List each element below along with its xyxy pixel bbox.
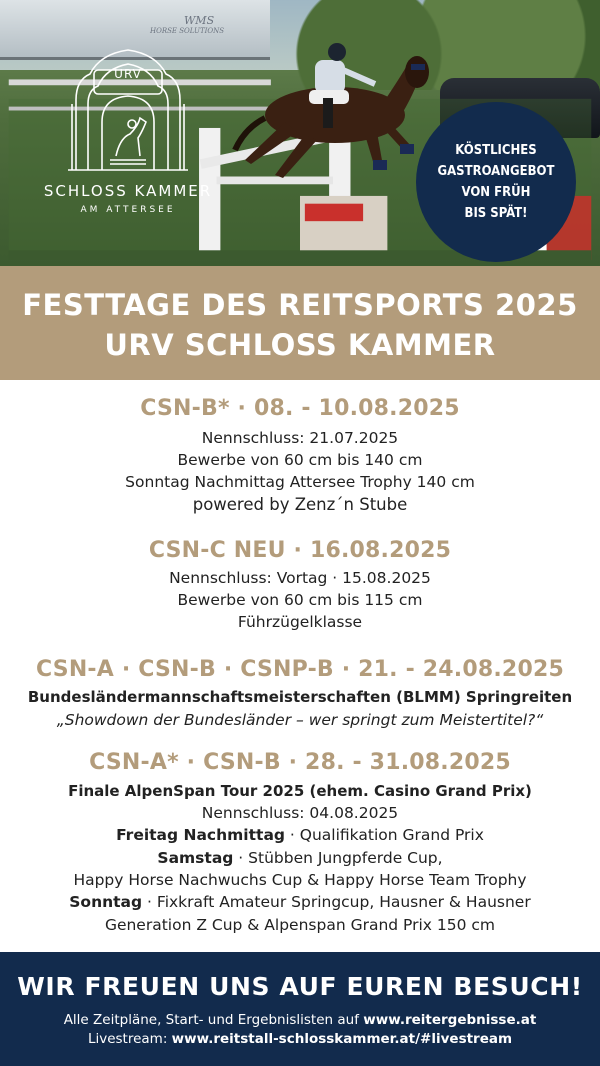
footer-livestream-line [0, 1031, 600, 1047]
event-3-line-1: Bundesländermannschaftsmeisterschaften (BLMM) Springreiten [27, 688, 573, 706]
logo-sub-text: AM ATTERSEE [80, 205, 176, 215]
schedule-text: · Qualifikation Grand Prix [285, 826, 484, 844]
event-1-line-2: Bewerbe von 60 cm bis 140 cm [177, 451, 423, 469]
footer-results-label: Alle Zeitpläne, Start- und Ergebnislisten auf [63, 1012, 364, 1028]
schedule-text: · Fixkraft Amateur Springcup, Hausner & Hausner [142, 893, 531, 911]
logo-urv-text: URV [114, 67, 142, 81]
footer-livestream-label: Livestream: [87, 1031, 172, 1047]
event-4-deadline: Nennschluss: 04.08.2025 [201, 804, 399, 822]
event-2-heading: CSN-C NEU · 16.08.2025 [148, 538, 452, 563]
event-2-line-2: Bewerbe von 60 cm bis 115 cm [177, 591, 423, 609]
footer-results-line [0, 1012, 600, 1028]
event-2-line-3: Führzügelklasse [237, 613, 363, 631]
schedule-day: Samstag [157, 849, 234, 867]
event-4-subtitle: Finale AlpenSpan Tour 2025 (ehem. Casino Grand Prix) [68, 782, 532, 800]
schedule-day: Sonntag [69, 893, 143, 911]
schedule-text: Generation Z Cup & Alpenspan Grand Prix 150 cm [104, 916, 496, 934]
truck-text-2: HORSE SOLUTIONS [150, 27, 225, 35]
event-3-heading: CSN-A · CSN-B · CSNP-B · 21. - 24.08.2025 [36, 657, 564, 682]
schedule-day: Freitag Nachmittag [116, 826, 285, 844]
gastro-badge [416, 102, 576, 262]
title-band [0, 266, 600, 380]
event-1-line-1: Nennschluss: 21.07.2025 [201, 429, 399, 447]
results-link[interactable]: www.reitergebnisse.at [363, 1012, 537, 1028]
horse-and-rider [205, 40, 435, 190]
footer [0, 952, 600, 1066]
event-4-heading: CSN-A* · CSN-B · 28. - 31.08.2025 [89, 750, 511, 775]
badge-line-2: GASTROANGEBOT [437, 164, 555, 179]
truck-text-1: WMS [184, 14, 215, 27]
livestream-link[interactable]: www.reitstall-schlosskammer.at/#livestream [171, 1031, 513, 1047]
castle-gate-horse-logo-icon [28, 40, 228, 180]
event-4-schedule-3 [0, 870, 600, 890]
badge-line-4: BIS SPÄT! [464, 206, 528, 221]
footer-title: WIR FREUEN UNS AUF EUREN BESUCH! [17, 972, 583, 1001]
event-1-heading: CSN-B* · 08. - 10.08.2025 [140, 396, 460, 421]
event-1-line-4: powered by Zenz´n Stube [192, 495, 408, 514]
schedule-text: Happy Horse Nachwuchs Cup & Happy Horse Team Trophy [73, 871, 527, 889]
event-2-line-1: Nennschluss: Vortag · 15.08.2025 [169, 569, 431, 587]
badge-line-3: VON FRÜH [461, 185, 531, 200]
event-title: FESTTAGE DES REITSPORTS 2025 [22, 288, 578, 322]
logo-brand-text: SCHLOSS KAMMER [43, 182, 213, 200]
event-4-schedule-1 [0, 825, 600, 845]
event-venue-title: URV SCHLOSS KAMMER [104, 328, 496, 362]
hero-photo [0, 0, 600, 266]
event-4-schedule-4 [0, 892, 600, 912]
event-3-line-2: „Showdown der Bundesländer – wer springt zum Meistertitel?“ [56, 711, 544, 729]
event-1-line-3: Sonntag Nachmittag Attersee Trophy 140 cm [125, 473, 475, 491]
schedule-text: · Stübben Jungpferde Cup, [233, 849, 443, 867]
event-4-schedule-5 [0, 915, 600, 935]
event-4-schedule-2 [0, 848, 600, 868]
badge-line-1: KÖSTLICHES [455, 143, 537, 158]
schloss-kammer-logo [28, 40, 228, 220]
events-list [0, 380, 600, 952]
